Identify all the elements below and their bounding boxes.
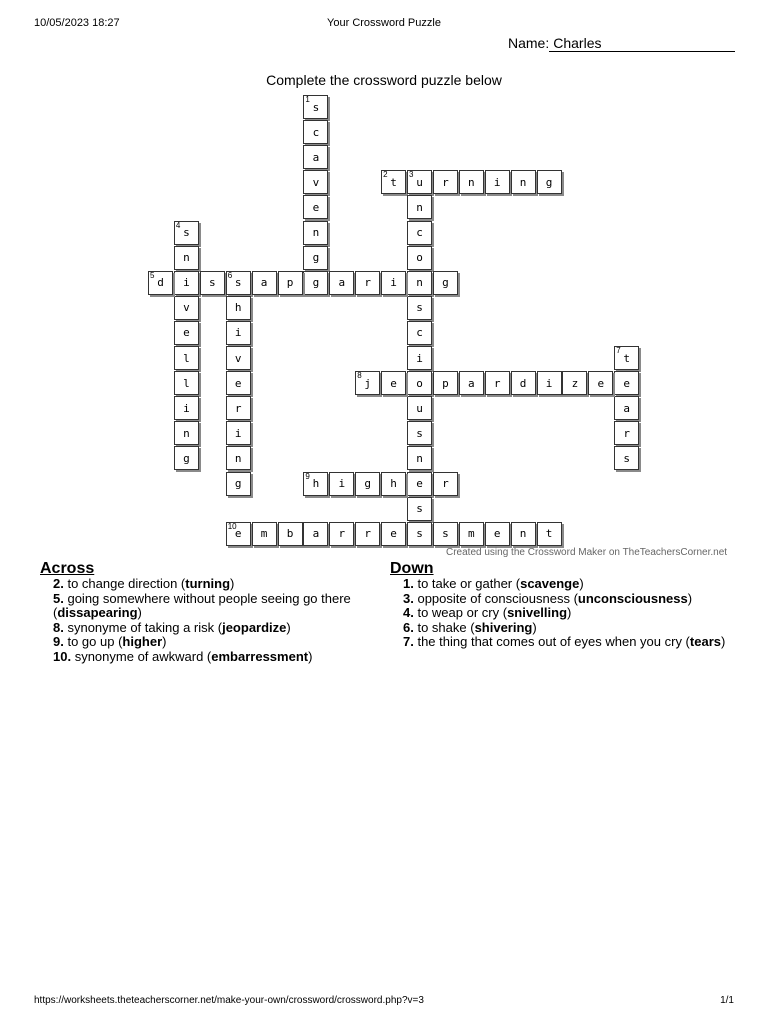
cell-letter: c <box>416 226 423 239</box>
cell-letter: c <box>416 326 423 340</box>
grid-cell[interactable] <box>329 522 354 546</box>
cell-letter: r <box>493 376 501 390</box>
grid-cell[interactable] <box>614 371 639 395</box>
grid-cell[interactable] <box>511 371 536 395</box>
down-clue-list <box>390 577 730 650</box>
cell-letter: n <box>416 200 423 214</box>
grid-cell[interactable] <box>278 271 303 295</box>
grid-cell[interactable] <box>433 371 458 395</box>
cell-letter: i <box>338 477 346 490</box>
grid-cell[interactable] <box>407 497 432 521</box>
clue-across: 8. synonyme of taking a risk (jeopardize) <box>53 619 291 635</box>
grid-cell[interactable] <box>174 296 199 320</box>
cell-letter: t <box>545 527 553 541</box>
grid-cell[interactable] <box>329 472 354 496</box>
grid-cell[interactable] <box>226 446 251 470</box>
grid-cell[interactable] <box>226 472 251 496</box>
cell-letter: u <box>416 175 423 189</box>
grid-cell[interactable] <box>407 396 432 420</box>
grid-cell[interactable] <box>174 446 199 470</box>
cell-letter: e <box>390 527 397 541</box>
grid-cell[interactable] <box>355 371 380 395</box>
grid-cell[interactable] <box>226 371 251 395</box>
cell-letter: i <box>493 175 501 189</box>
cell-letter: v <box>312 175 320 189</box>
credit-line: Created using the Crossword Maker on TheTeachersCorner.net <box>446 547 728 558</box>
cell-letter: g <box>364 477 371 490</box>
grid-cell[interactable] <box>459 170 484 194</box>
grid-cell[interactable] <box>355 472 380 496</box>
grid-cell[interactable] <box>278 522 303 546</box>
cell-letter: o <box>416 251 423 265</box>
grid-cell[interactable] <box>407 271 432 295</box>
cell-letter: n <box>312 226 320 239</box>
grid-cell[interactable] <box>407 522 432 546</box>
cell-letter: v <box>234 351 242 365</box>
cell-letter: s <box>416 527 423 541</box>
grid-cell[interactable] <box>226 522 251 546</box>
cell-letter: t <box>390 175 397 189</box>
cell-letter: a <box>338 276 346 290</box>
grid-cell[interactable] <box>511 170 536 194</box>
grid-cell[interactable] <box>355 271 380 295</box>
cell-letter: g <box>234 477 242 490</box>
cell-letter: a <box>623 401 630 415</box>
grid-cell[interactable] <box>174 221 199 245</box>
grid-cell[interactable] <box>226 421 251 445</box>
cell-letter: z <box>571 376 579 390</box>
print-datetime: 10/05/2023 18:27 <box>34 17 120 29</box>
name-label: Name: <box>508 35 550 51</box>
grid-cell[interactable] <box>252 271 277 295</box>
grid-cell[interactable] <box>303 522 328 546</box>
grid-cell[interactable] <box>511 522 536 546</box>
clue-down: 1. to take or gather (scavenge) <box>403 576 584 591</box>
cell-letter: p <box>442 376 449 390</box>
clue-down: 3. opposite of consciousness (unconsciousness) <box>403 590 693 606</box>
grid-cell[interactable] <box>174 246 199 270</box>
cell-letter: n <box>467 175 475 189</box>
cell-letter: r <box>442 175 449 189</box>
name-value[interactable]: Charles <box>549 36 735 52</box>
cell-letter: r <box>234 401 242 415</box>
grid-cell[interactable] <box>226 396 251 420</box>
cell-letter: g <box>545 175 553 189</box>
cell-letter: a <box>312 150 320 164</box>
page-title: Your Crossword Puzzle <box>327 17 441 29</box>
grid-cell[interactable] <box>226 296 251 320</box>
cell-letter: e <box>390 376 397 390</box>
cell-letter: v <box>183 301 190 315</box>
grid-cell[interactable] <box>407 446 432 470</box>
cell-letter: r <box>623 426 630 440</box>
grid-cell[interactable] <box>303 120 328 144</box>
cell-letter: h <box>234 301 242 315</box>
clue-number: 7 <box>616 346 621 355</box>
cell-letter: n <box>416 451 423 465</box>
cell-letter: e <box>234 527 242 541</box>
cell-letter: g <box>183 451 190 465</box>
grid-cell[interactable] <box>407 472 432 496</box>
cell-letter: d <box>157 276 164 290</box>
grid-cell[interactable] <box>433 472 458 496</box>
grid-cell[interactable] <box>226 346 251 370</box>
grid-cell[interactable] <box>174 346 199 370</box>
clue-number: 1 <box>305 95 310 104</box>
grid-cell[interactable] <box>433 170 458 194</box>
grid-cell[interactable] <box>303 271 328 295</box>
grid-cell[interactable] <box>537 371 562 395</box>
cell-letter: n <box>183 251 190 265</box>
grid-cell[interactable] <box>562 371 587 395</box>
grid-cell[interactable] <box>614 421 639 445</box>
grid-cell[interactable] <box>303 95 328 119</box>
cell-letter: l <box>183 376 190 390</box>
cell-letter: u <box>416 401 423 415</box>
grid-cell[interactable] <box>174 396 199 420</box>
grid-cell[interactable] <box>407 221 432 245</box>
clue-across: 2. to change direction (turning) <box>53 576 235 591</box>
cell-letter: n <box>519 527 527 541</box>
cell-letter: s <box>234 276 242 290</box>
clue-down: 7. the thing that comes out of eyes when you cry (tears) <box>403 634 726 649</box>
grid-cell[interactable] <box>407 195 432 219</box>
grid-cell[interactable] <box>407 321 432 345</box>
cell-letter: e <box>312 200 320 214</box>
cell-letter: n <box>234 451 242 465</box>
clue-number: 8 <box>357 371 362 381</box>
instructions: Complete the crossword puzzle below <box>266 72 502 88</box>
cell-letter: g <box>442 276 449 290</box>
cell-letter: e <box>597 376 605 390</box>
cell-letter: e <box>234 376 242 390</box>
grid-cell[interactable] <box>485 170 510 194</box>
grid-cell[interactable] <box>407 246 432 270</box>
cell-letter: r <box>338 527 346 541</box>
cell-letter: a <box>312 527 320 541</box>
grid-cell[interactable] <box>433 522 458 546</box>
clue-number: 6 <box>227 270 233 280</box>
clue-across: 10. synonyme of awkward (embarressment) <box>53 648 313 664</box>
cell-letter: l <box>183 351 190 365</box>
cell-letter: g <box>312 276 320 290</box>
grid-cell[interactable] <box>381 472 406 496</box>
grid-cell[interactable] <box>614 396 639 420</box>
cell-letter: b <box>286 527 294 541</box>
cell-letter: t <box>623 351 630 365</box>
cell-letter: h <box>312 477 320 490</box>
cell-letter: s <box>416 301 423 315</box>
grid-cell[interactable] <box>303 246 328 270</box>
clue-across: 5. going somewhere without people seeing go there (dissapearing) <box>53 590 351 620</box>
cell-letter: i <box>390 276 397 290</box>
cell-letter: i <box>545 376 553 390</box>
cell-letter: a <box>467 376 475 390</box>
grid-cell[interactable] <box>407 296 432 320</box>
clue-across: 9. to go up (higher) <box>53 634 167 649</box>
clue-number: 5 <box>150 270 155 280</box>
grid-cell[interactable] <box>381 371 406 395</box>
grid-cell[interactable] <box>381 170 406 194</box>
grid-cell[interactable] <box>303 472 328 496</box>
grid-cell[interactable] <box>174 371 199 395</box>
cell-letter: r <box>442 477 449 490</box>
cell-letter: s <box>416 426 423 440</box>
cell-letter: i <box>416 351 423 365</box>
cell-letter: o <box>416 376 423 390</box>
grid-cell[interactable] <box>614 446 639 470</box>
clue-number: 2 <box>383 170 388 180</box>
footer-page-number: 1/1 <box>720 995 734 1006</box>
grid-cell[interactable] <box>381 271 406 295</box>
cell-letter: i <box>234 426 242 440</box>
grid-cell[interactable] <box>407 371 432 395</box>
grid-cell[interactable] <box>303 195 328 219</box>
cell-letter: e <box>183 326 190 340</box>
grid-cell[interactable] <box>174 421 199 445</box>
cell-letter: i <box>234 326 242 340</box>
cell-letter: n <box>416 276 423 290</box>
grid-cell[interactable] <box>329 271 354 295</box>
cell-letter: i <box>183 276 190 290</box>
grid-cell[interactable] <box>537 522 562 546</box>
clue-down: 4. to weap or cry (snivelling) <box>403 605 572 620</box>
cell-letter: n <box>519 175 527 189</box>
clue-number: 10 <box>227 521 237 531</box>
grid-cell[interactable] <box>537 170 562 194</box>
clue-number: 4 <box>175 220 181 230</box>
grid-cell[interactable] <box>407 346 432 370</box>
clue-down: 6. to shake (shivering) <box>403 619 537 635</box>
cell-letter: s <box>208 276 216 290</box>
grid-cell[interactable] <box>485 371 510 395</box>
cell-letter: d <box>519 376 527 390</box>
cell-letter: m <box>467 527 475 541</box>
across-clue-list <box>40 577 370 664</box>
across-heading: Across <box>40 560 95 577</box>
cell-letter: s <box>312 100 320 114</box>
grid-cell[interactable] <box>303 221 328 245</box>
cell-letter: e <box>493 527 501 541</box>
grid-cell[interactable] <box>252 522 277 546</box>
cell-letter: a <box>260 276 268 290</box>
grid-cell[interactable] <box>174 271 199 295</box>
cell-letter: s <box>416 502 423 516</box>
cell-letter: i <box>183 401 190 415</box>
down-heading: Down <box>390 560 434 577</box>
cell-letter: g <box>312 251 320 265</box>
grid-cell[interactable] <box>303 170 328 194</box>
grid-cell[interactable] <box>226 271 251 295</box>
grid-cell[interactable] <box>407 170 432 194</box>
cell-letter: e <box>623 376 630 390</box>
grid-cell[interactable] <box>459 522 484 546</box>
grid-cell[interactable] <box>355 522 380 546</box>
cell-letter: s <box>183 226 190 239</box>
grid-cell[interactable] <box>148 271 173 295</box>
grid-cell[interactable] <box>303 145 328 169</box>
footer-url: https://worksheets.theteacherscorner.net/make-your-own/crossword/crossword.php?v=3 <box>34 995 424 1006</box>
cell-letter: c <box>312 125 320 139</box>
grid-cell[interactable] <box>614 346 639 370</box>
grid-cell[interactable] <box>200 271 225 295</box>
grid-cell[interactable] <box>433 271 458 295</box>
grid-cell[interactable] <box>407 421 432 445</box>
cell-letter: m <box>260 527 268 541</box>
clue-number: 3 <box>409 170 414 180</box>
cell-letter: p <box>286 276 294 290</box>
cell-letter: e <box>416 477 423 490</box>
clue-number: 9 <box>305 471 310 481</box>
cell-letter: j <box>364 376 371 390</box>
grid-cell[interactable] <box>381 522 406 546</box>
grid-cell[interactable] <box>485 522 510 546</box>
cell-letter: n <box>183 426 190 440</box>
grid-cell[interactable] <box>174 321 199 345</box>
cell-letter: s <box>623 451 630 465</box>
cell-letter: r <box>364 276 371 290</box>
cell-letter: h <box>390 477 397 490</box>
cell-letter: r <box>364 527 371 541</box>
grid-cell[interactable] <box>459 371 484 395</box>
cell-letter: s <box>442 527 449 541</box>
grid-cell[interactable] <box>226 321 251 345</box>
grid-cell[interactable] <box>588 371 613 395</box>
